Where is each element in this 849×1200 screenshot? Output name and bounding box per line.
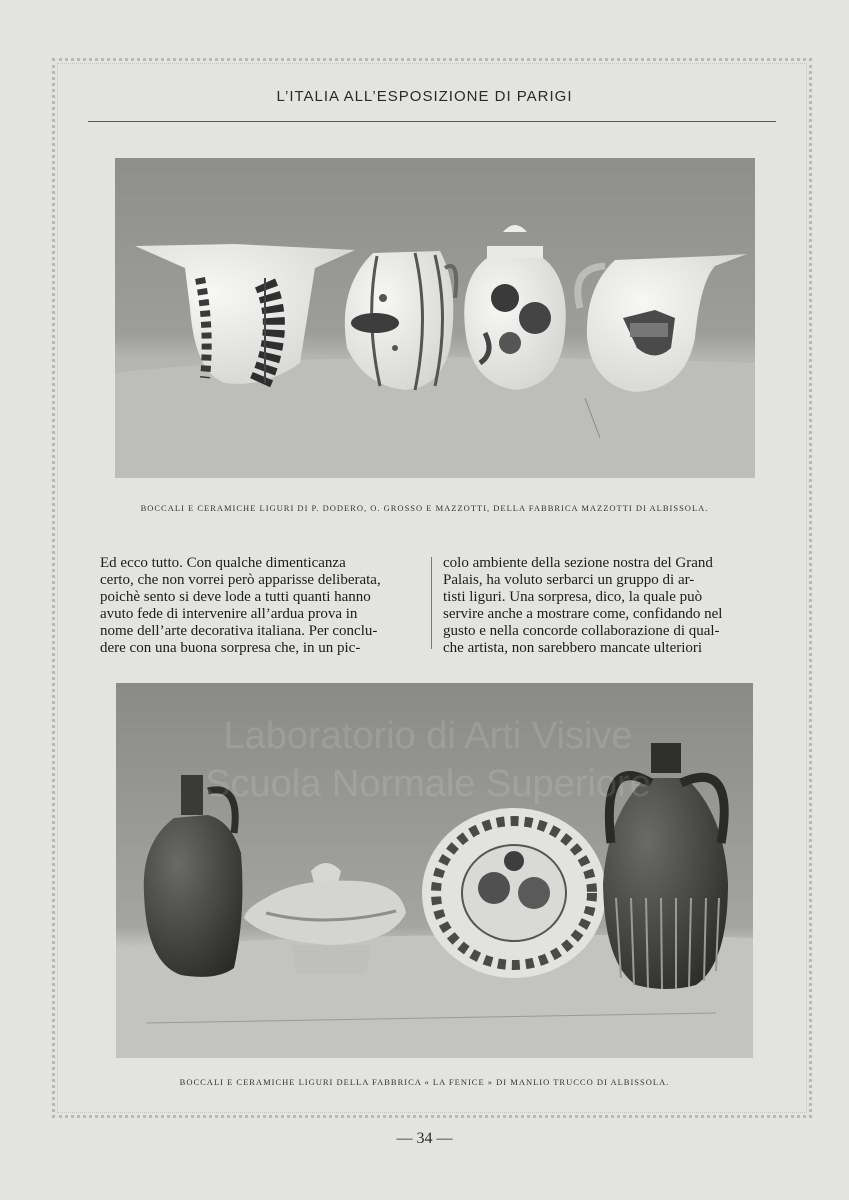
column-rule [431,557,432,649]
figure-caption: BOCCALI E CERAMICHE LIGURI DELLA FABBRICA « LA FENICE » DI MANLIO TRUCCO DI ALBISSOLA. [179,1077,670,1087]
text-line: Palais, ha voluto serbarci un gruppo di ar- [443,572,695,588]
text-column-right [443,555,765,657]
watermark [118,712,738,808]
text-line: avuto fede di intervenire all’ardua prova in [100,606,358,622]
page-number: — 34 — [396,1130,453,1147]
text-line: dere con una buona sorpresa che, in un pic- [100,640,361,656]
text-line: tisti liguri. Una sorpresa, dico, la quale può [443,589,703,605]
header-rule [88,121,776,122]
text-line: nome dell’arte decorativa italiana. Per conclu- [100,623,378,639]
text-column-left [100,555,422,657]
watermark-line: Scuola Normale Superiore [205,763,651,805]
text-line: poichè sento si deve lode a tutti quanti hanno [100,589,371,605]
plate-icon [422,808,606,978]
photo-ceramics-dodero-grosso-mazzotti [115,158,755,478]
watermark-line: Laboratorio di Arti Visive [223,715,633,757]
text-line: che artista, non sarebbero mancate ulteriori [443,640,703,656]
text-line: gusto e nella concorde collaborazione di qual- [443,623,720,639]
figure-caption: BOCCALI E CERAMICHE LIGURI DI P. DODERO, O. GROSSO E MAZZOTTI, DELLA FABBRICA MAZZOTTI DI ALBISSOLA. [140,503,709,513]
text-line: colo ambiente della sezione nostra del Grand [443,555,713,571]
fish-jug-icon [345,251,456,390]
text-line: Ed ecco tutto. Con qualche dimenticanza [100,555,346,571]
running-title: L’ITALIA ALL’ESPOSIZIONE DI PARIGI [276,88,573,105]
text-line: certo, che non vorrei però apparisse deliberata, [100,572,381,588]
text-line: servire anche a mostrare come, confidando nel [443,606,723,622]
